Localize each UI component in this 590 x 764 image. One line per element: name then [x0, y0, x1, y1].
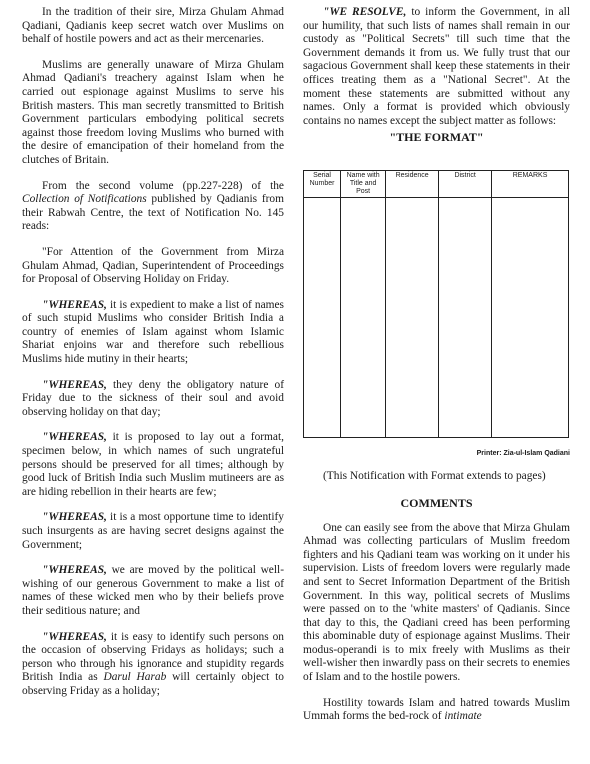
table-cell	[386, 198, 439, 438]
resolve-lead: "WE RESOLVE,	[323, 6, 407, 18]
format-title: "THE FORMAT"	[389, 130, 484, 145]
whereas-text: it is a most opportune time to identify such insurgents as are having secret designs against the Government;	[22, 511, 284, 551]
table-cell	[492, 198, 569, 438]
collection-text-before: From the second volume (pp.227-228) of the	[42, 179, 284, 192]
whereas-lead: "WHEREAS,	[42, 511, 107, 524]
paragraph-resolve	[303, 6, 570, 128]
paragraph-collection	[22, 180, 284, 234]
whereas-text: it is proposed to lay out a format, specimen below, in which names of such ungrateful persons should be preserved for all times; although by good luck of British India such Muslim mutineers are as are hiding rebellion in their hearts are few;	[22, 431, 284, 498]
format-table-empty-row	[304, 198, 569, 438]
paragraph-sire: In the tradition of their sire, Mirza Ghulam Ahmad Qadiani, Qadianis keep secret watch over Muslims on behalf of hostile powers and act as their mercenaries.	[22, 6, 284, 46]
whereas-lead: "WHEREAS,	[42, 378, 107, 391]
paragraph-whereas-2	[22, 379, 284, 420]
whereas-lead: "WHEREAS,	[42, 431, 107, 444]
column-header-remarks: REMARKS	[492, 171, 569, 198]
collection-text-after: published by Qadianis from their Rabwah Centre, the text of Notification No. 145 reads:	[22, 193, 284, 233]
column-header-district: District	[439, 171, 492, 198]
column-header-serial: Serial Number	[304, 171, 341, 198]
paragraph-whereas-5	[22, 564, 284, 618]
whereas-text-before: it is easy to identify such persons on the occasion of observing Fridays as holidays; such a person who through his ignorance and stupidity regards British India as	[22, 630, 284, 684]
paragraph-whereas-1	[22, 299, 284, 367]
whereas-lead: "WHEREAS,	[42, 298, 107, 311]
paragraph-treachery: Muslims are generally unaware of Mirza Ghulam Ahmad Qadiani's treachery against Islam when he carried out espionage against Muslims to serve his British masters. This man secretly transmitted to British Government particulars embodying political secrets against those freedom loving Muslims who burned with the desire of emancipation of their homeland from the clutches of Britain.	[22, 58, 284, 166]
right-column	[303, 0, 570, 724]
whereas-text: it is expedient to make a list of names of such stupid Muslims who consider British India a country of enemies of Islam against whom Islamic Shariat enjoins war and therefore such rebellious Muslims hide mutiny in their hearts;	[22, 298, 284, 366]
paragraph-extends: (This Notification with Format extends to pages)	[323, 469, 546, 482]
whereas-text-after: will certainly object to observing Friday as a holiday;	[22, 671, 284, 697]
table-cell	[304, 198, 341, 438]
whereas-text: we are moved by the political well-wishing of our generous Government to make a list of names of these wicked men who by their beliefs prove their seditious nature; and	[22, 564, 284, 617]
comments-heading: COMMENTS	[400, 495, 473, 510]
table-cell	[341, 198, 386, 438]
paragraph-hostility	[303, 697, 570, 724]
collection-title: Collection of Notifications	[22, 193, 147, 206]
column-header-name: Name with Title and Post	[341, 171, 386, 198]
format-table-wrapper	[303, 170, 570, 438]
darul-harab-term: Darul Harab	[103, 671, 167, 684]
left-column	[22, 0, 284, 699]
hostility-italic: intimate	[444, 710, 482, 723]
paragraph-whereas-6	[22, 631, 284, 699]
resolve-text: to inform the Government, in all our humility, that such lists of names shall remain in our custody as "Political Secrets" till such time that the Government demands it from us. We fully trust that our sagacious Government shall keep these statements in their offices treating them as a "National Secret". At the moment these statements are submitted without any names. Only a format is provided which obviously contains no names except the subject matter as follows:	[303, 6, 570, 127]
paragraph-attention: "For Attention of the Government from Mirza Ghulam Ahmad, Qadian, Superintendent of Proceedings for Proposal of Observing Holiday on Friday.	[22, 245, 284, 286]
format-table	[303, 170, 569, 438]
hostility-text: Hostility towards Islam and hatred towards Muslim Ummah forms the bed-rock of	[303, 696, 570, 723]
paragraph-whereas-4	[22, 511, 284, 552]
paragraph-whereas-3	[22, 431, 284, 499]
table-cell	[439, 198, 492, 438]
whereas-lead: "WHEREAS,	[42, 564, 107, 577]
column-header-residence: Residence	[386, 171, 439, 198]
paragraph-comments: One can easily see from the above that Mirza Ghulam Ahmad was collecting particulars of Muslim freedom fighters and his Qadiani team was working on it under his supervision. Lists of freedom lovers were regularly made and sent to Secret Information Department of the British Government. In this way, political secrets of Muslims were passed on to the 'white masters' of Qadianis. Since that day to this, the Qadiani creed has been performing this abominable duty of espionage against Muslims. Their modus-operandi is to mix freely with Muslims as their well-wisher then inwardly pass on their secrets to enemies of Islam and to the hostile powers.	[303, 521, 570, 684]
whereas-lead: "WHEREAS,	[42, 630, 107, 643]
printer-credit: Printer: Zia-ul-Islam Qadiani	[476, 450, 570, 458]
format-table-header-row	[304, 171, 569, 198]
whereas-text: they deny the obligatory nature of Friday due to the sickness of their soul and avoid observing holiday on that day;	[22, 378, 284, 418]
